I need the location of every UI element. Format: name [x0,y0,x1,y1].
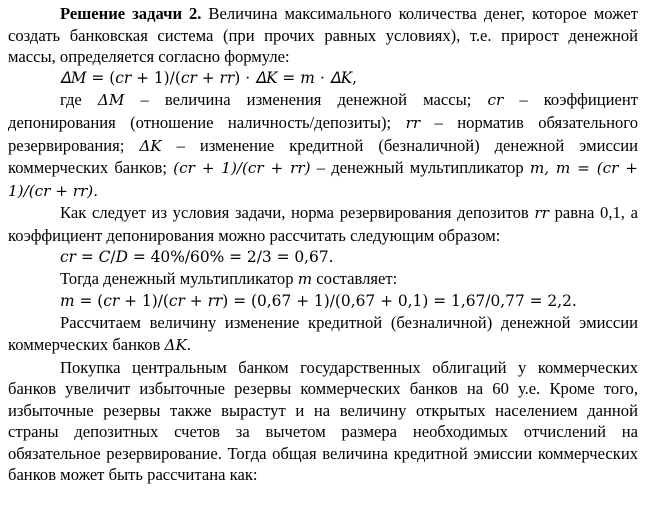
text-fragment: Как следует из условия задачи, норма резервирования депозитов [60,203,535,223]
text-fragment: равна 0,1, а коэффициент депонирования можно рассчитать следующим образом: [8,203,638,245]
text-fragment: – денежный мультипликатор [310,158,530,178]
bond-purchase-paragraph: Покупка центральным банком государственных облигаций у коммерческих банков увеличит избыточные резервы коммерческих банков на 60 у.е. Кроме того, избыточные резервы также вырастут и на величину открытых населением данной страны депозитных счетов за вычетом размера необходимых отчислений на обязательное резервирование. Тогда общая величина кредитной эмиссии коммерческих банков может быть рассчитана как: [8,357,638,485]
credit-emission-paragraph [8,312,638,356]
math-rr: 𝑟𝑟 [534,204,549,223]
solution-intro-paragraph [8,3,638,68]
math-multiplier-expression: (𝑐𝑟 + 1)/(𝑐𝑟 + 𝑟𝑟) [173,159,311,178]
math-delta-m: 𝛥𝑀 [97,91,125,110]
text-fragment: – изменение кредитной (безналичной) денежной эмиссии коммерческих банков; [8,135,638,178]
math-rr: 𝑟𝑟 [405,113,421,132]
text-fragment: Рассчитаем величину изменение кредитной (безналичной) денежной эмиссии коммерческих банков [8,313,638,354]
text-fragment: Тогда денежный мультипликатор [60,269,298,289]
formula-money-supply-change: 𝛥𝑀 = (𝑐𝑟 + 1)/(𝑐𝑟 + 𝑟𝑟) ⋅ 𝛥𝐾 = 𝑚 ⋅ 𝛥𝐾, [60,68,358,87]
text-fragment: – величина изменения денежной массы; [124,90,488,110]
math-m: 𝑚 [297,270,313,289]
intro-text: Величина максимального количества денег, которое может создать банковская система (при прочих равных условиях), т.е. прирост денежной массы, определяется согласно формуле: [8,4,638,67]
math-delta-k: 𝛥𝐾 [164,335,187,354]
math-cr: 𝑐𝑟 [487,91,504,110]
text-fragment: – норматив обязательного резервирования; [8,112,638,155]
math-delta-k: 𝛥𝐾 [139,136,162,155]
text-fragment: – коэффициент депонирования (отношение наличность/депозиты); [8,90,638,132]
solution-heading: Решение задачи 2. [60,4,202,23]
text-fragment: где [60,90,98,110]
reserve-ratio-paragraph [8,202,638,246]
multiplier-intro-paragraph [8,268,638,291]
text-fragment: . [186,334,191,354]
variables-definition-paragraph [8,89,638,202]
formula-multiplier-calculation: 𝑚 = (𝑐𝑟 + 1)/(𝑐𝑟 + 𝑟𝑟) = (0,67 + 1)/(0,67 + 0,1) = 1,67/0,77 = 2,2. [60,291,577,310]
text-fragment: составляет: [312,269,398,289]
formula-deposit-ratio: 𝑐𝑟 = 𝐶/𝐷 = 40%/60% = 2/3 = 0,67. [60,247,334,266]
math-multiplier-definition: 𝑚, 𝑚 = (𝑐𝑟 + 1)/(𝑐𝑟 + 𝑟𝑟). [8,159,638,200]
